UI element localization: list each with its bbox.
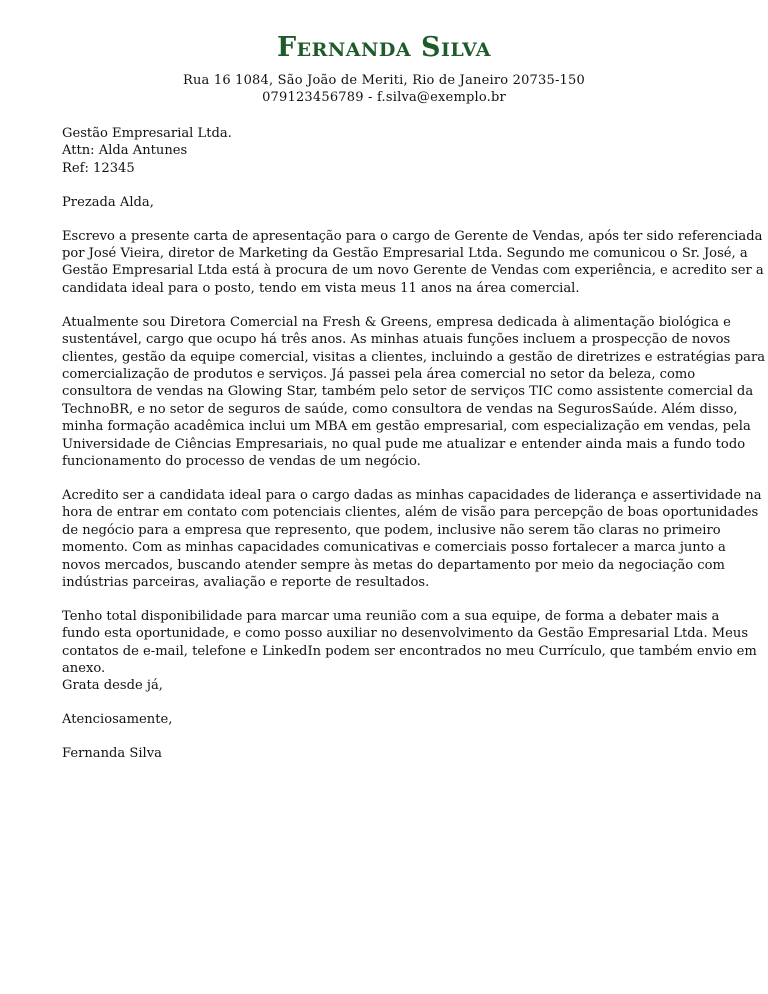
paragraph-line: novos mercados, buscando atender sempre às metas do departamento por meio da negociação com	[62, 557, 725, 573]
sender-address: Rua 16 1084, São João de Meriti, Rio de Janeiro 20735-150	[183, 73, 585, 88]
paragraph-line: funcionamento do processo de vendas de um negócio.	[62, 454, 421, 469]
paragraph-line: hora de entrar em contato com potenciais clientes, além de visão para percepção de boas oportunidades	[62, 505, 759, 521]
paragraph-line: clientes, gestão da equipe comercial, visitas a clientes, incluindo a gestão de diretrizes e estratégias para	[62, 349, 766, 365]
paragraph-line: consultora de vendas na Glowing Star, também pelo setor de serviços TIC como assistente comercial da	[62, 384, 754, 400]
letter-body	[62, 125, 766, 763]
paragraph-line: anexo.	[62, 661, 106, 677]
recipient-block	[62, 125, 714, 177]
paragraph-line: comercialização de produtos e serviços. Já passei pela área comercial no setor da beleza, como	[62, 366, 696, 382]
paragraph-line: de negócio para a empresa que represento, que podem, inclusive não serem tão claras no primeiro	[62, 522, 721, 538]
paragraph-intro	[62, 228, 764, 298]
paragraph-line: Gestão Empresarial Ltda está à procura de um novo Gerente de Vendas com experiência, e acredito ser a	[62, 263, 764, 279]
paragraph-line: minha formação acadêmica inclui um MBA em gestão empresarial, com especialização em vendas, pela	[62, 419, 751, 435]
paragraph-line: TechnoBR, e no setor de seguros de saúde, como consultora de vendas na SegurosSaúde. Além disso,	[62, 401, 738, 417]
salutation: Prezada Alda,	[62, 194, 154, 210]
recipient-ref: Ref: 12345	[62, 160, 135, 176]
signature-name: Fernanda Silva	[62, 746, 162, 762]
paragraph-line: indústrias parceiras, avaliação e reporte de resultados.	[62, 574, 430, 590]
paragraph-line: Universidade de Ciências Empresariais, no qual pude me atualizar e entender ainda mais a fundo todo	[62, 436, 746, 452]
paragraph-line: contatos de e-mail, telefone e LinkedIn podem ser encontrados no meu Currículo, que também envio em	[62, 643, 757, 659]
paragraph-line: fundo esta oportunidade, e como posso auxiliar no desenvolvimento da Gestão Empresarial Ltda. Meus	[62, 626, 749, 642]
paragraph-line: sustentável, cargo que ocupo há três anos. As minhas atuais funções incluem a prospecção de novos	[62, 332, 731, 348]
paragraph-line: Escrevo a presente carta de apresentação para o cargo de Gerente de Vendas, após ter sido referenciada	[62, 228, 763, 244]
paragraph-line: momento. Com as minhas capacidades comunicativas e comerciais posso fortalecer a marca junto a	[62, 540, 726, 556]
paragraph-line: por José Vieira, diretor de Marketing da Gestão Empresarial Ltda. Segundo me comunicou o Sr. José, a	[62, 246, 748, 262]
paragraph-line: Atualmente sou Diretora Comercial na Fresh & Greens, empresa dedicada à alimentação biológica e	[62, 314, 731, 330]
recipient-attn: Attn: Alda Antunes	[62, 143, 188, 159]
paragraph-line: candidata ideal para o posto, tendo em vista meus 11 anos na área comercial.	[62, 280, 580, 296]
closing-line: Atenciosamente,	[62, 712, 173, 728]
sender-name: Fernanda Silva	[276, 32, 492, 63]
paragraph-experience	[62, 314, 766, 471]
paragraph-availability	[62, 608, 757, 678]
thanks-line: Grata desde já,	[62, 678, 163, 694]
paragraph-line: Acredito ser a candidata ideal para o cargo dadas as minhas capacidades de liderança e assertividade na	[62, 487, 762, 503]
recipient-company: Gestão Empresarial Ltda.	[62, 126, 232, 141]
paragraph-qualifications	[62, 487, 762, 591]
paragraph-line: Tenho total disponibilidade para marcar uma reunião com a sua equipe, de forma a debater mais a	[62, 608, 720, 624]
sender-contact: 079123456789 - f.silva@exemplo.br	[262, 90, 506, 105]
